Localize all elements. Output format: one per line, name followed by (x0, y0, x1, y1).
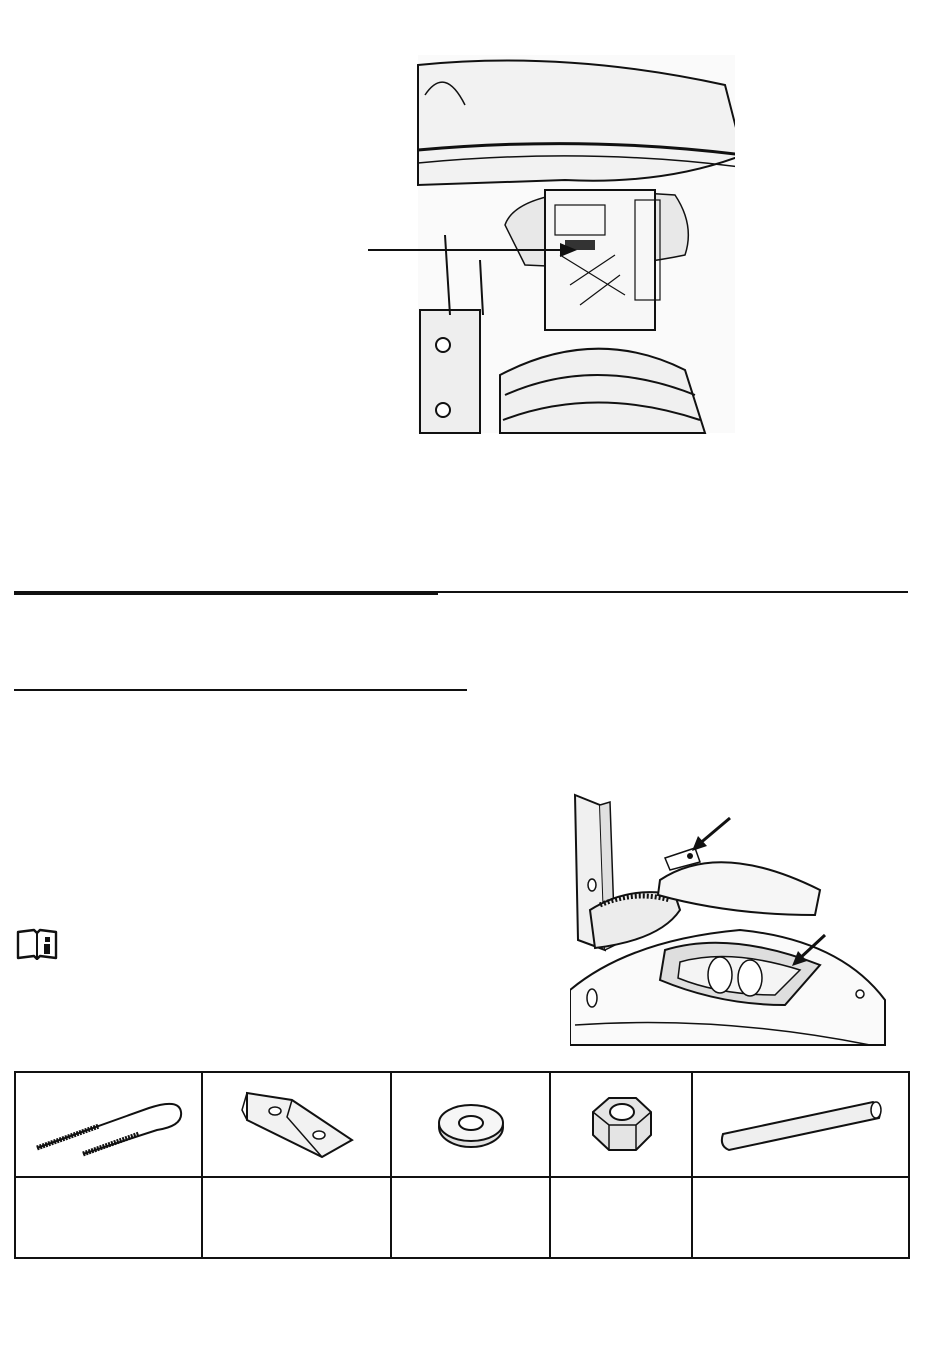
parts-label (15, 1177, 202, 1258)
parts-cell-u-bolt (15, 1072, 202, 1177)
battery-compartment-illustration (570, 790, 895, 1050)
parts-label (692, 1177, 909, 1258)
rod-icon (711, 1090, 891, 1160)
parts-label-row (15, 1177, 909, 1258)
u-bolt-icon (29, 1090, 189, 1160)
section-rule-lower (14, 689, 467, 691)
antenna-mount-illustration (365, 55, 735, 435)
parts-table (14, 1071, 910, 1259)
washer-icon (426, 1095, 516, 1155)
parts-cell-rod (692, 1072, 909, 1177)
parts-cell-nut (550, 1072, 692, 1177)
parts-label (202, 1177, 391, 1258)
parts-label (550, 1177, 692, 1258)
parts-cell-washer (391, 1072, 550, 1177)
parts-label (391, 1177, 550, 1258)
section-rule-upper-underline (14, 593, 438, 595)
bracket-icon (227, 1085, 367, 1165)
nut-icon (581, 1090, 661, 1160)
parts-image-row (15, 1072, 909, 1177)
parts-cell-bracket (202, 1072, 391, 1177)
info-manual-icon (16, 928, 58, 960)
